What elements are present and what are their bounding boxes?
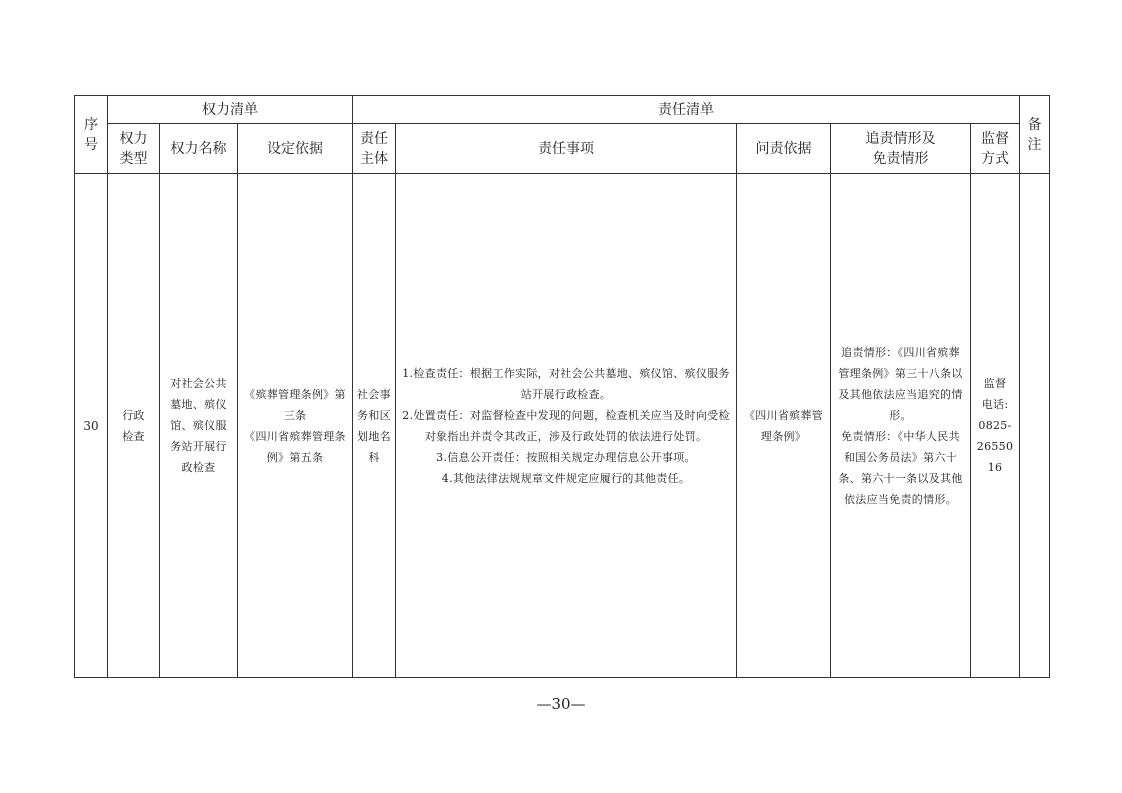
responsibility-item: 2.处置责任：对监督检查中发现的问题，检查机关应当及时向受检对象指出并责令其改正，涉及行政处罚的依法进行处罚。 xyxy=(402,408,730,443)
row-power-name: 对社会公共墓地、殡仪馆、殡仪服务站开展行政检查 xyxy=(160,174,238,678)
row-responsible-subject: 社会事务和区划地名科 xyxy=(353,174,396,678)
row-seq: 30 xyxy=(75,174,108,678)
header-accountability-exemption: 追责情形及免责情形 xyxy=(831,124,971,174)
row-remarks xyxy=(1020,174,1050,678)
header-power-list: 权力清单 xyxy=(108,96,353,124)
header-remarks: 备注 xyxy=(1020,96,1050,174)
row-power-type: 行政检查 xyxy=(108,174,160,678)
row-legal-basis xyxy=(238,174,353,678)
legal-basis-line: 《四川省殡葬管理条例》第五条 xyxy=(244,429,346,464)
row-responsibility-items xyxy=(396,174,737,678)
row-supervision xyxy=(971,174,1020,678)
exemption-case: 免责情形：《中华人民共和国公务员法》第六十条、第六十一条以及其他依法应当免责的情形。 xyxy=(838,429,963,506)
page-number: —30— xyxy=(536,695,586,713)
table-row xyxy=(75,174,1050,678)
responsibility-item: 4.其他法律法规规章文件规定应履行的其他责任。 xyxy=(441,471,691,485)
responsibility-item: 3.信息公开责任：按照相关规定办理信息公开事项。 xyxy=(436,450,696,464)
header-supervision-method: 监督方式 xyxy=(971,124,1020,174)
supervision-line: 监督 xyxy=(983,377,1007,390)
supervision-line: 电话: xyxy=(981,398,1009,411)
header-seq: 序号 xyxy=(75,96,108,174)
row-accountability-exemption xyxy=(831,174,971,678)
row-accountability-basis: 《四川省殡葬管理条例》 xyxy=(737,174,831,678)
header-power-name: 权力名称 xyxy=(160,124,238,174)
header-responsibility-list: 责任清单 xyxy=(353,96,1020,124)
accountability-case: 追责情形：《四川省殡葬管理条例》第三十八条以及其他依法应当追究的情形。 xyxy=(838,345,963,422)
header-legal-basis: 设定依据 xyxy=(238,124,353,174)
header-accountability-basis: 问责依据 xyxy=(737,124,831,174)
legal-basis-line: 《殡葬管理条例》第三条 xyxy=(244,387,346,422)
supervision-phone: 0825-2655016 xyxy=(976,419,1014,474)
responsibility-item: 1.检查责任：根据工作实际，对社会公共墓地、殡仪馆、殡仪服务站开展行政检查。 xyxy=(402,366,730,401)
header-responsibility-items: 责任事项 xyxy=(396,124,737,174)
power-responsibility-table xyxy=(74,95,1050,678)
header-power-type: 权力类型 xyxy=(108,124,160,174)
header-responsible-subject: 责任主体 xyxy=(353,124,396,174)
